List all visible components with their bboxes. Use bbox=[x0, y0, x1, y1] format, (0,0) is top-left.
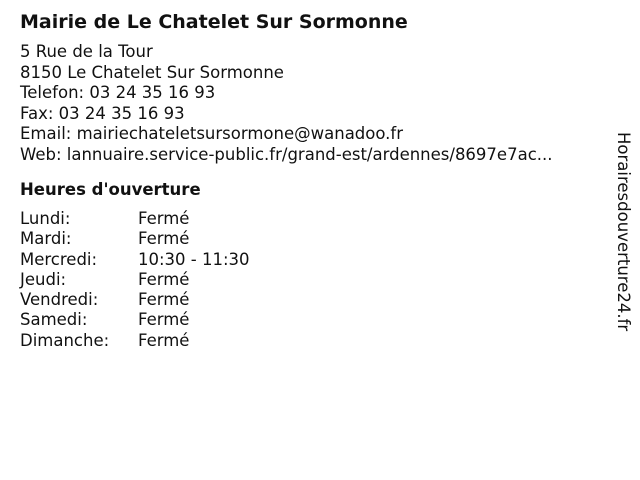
hours-time-value: Fermé bbox=[138, 310, 190, 330]
hours-day-label: Vendredi: bbox=[20, 290, 99, 310]
hours-day-label: Mercredi: bbox=[20, 249, 98, 269]
fax-number: Fax: 03 24 35 16 93 bbox=[20, 103, 185, 123]
hours-time-value: Fermé bbox=[138, 330, 190, 350]
hours-day-label: Lundi: bbox=[20, 209, 71, 228]
hours-time-value: Fermé bbox=[138, 290, 190, 310]
hours-row-thursday bbox=[20, 270, 600, 290]
email-address: Email: mairiechateletsursormone@wanadoo.fr bbox=[20, 124, 404, 143]
address-street: 5 Rue de la Tour bbox=[20, 42, 153, 61]
hours-time-value: Fermé bbox=[138, 269, 190, 289]
address-city: 8150 Le Chatelet Sur Sormonne bbox=[20, 62, 284, 82]
phone-number: Telefon: 03 24 35 16 93 bbox=[20, 83, 216, 102]
hours-row-tuesday bbox=[20, 229, 600, 249]
hours-row-monday bbox=[20, 209, 600, 229]
hours-day-label: Dimanche: bbox=[20, 330, 110, 350]
hours-day-label: Jeudi: bbox=[20, 269, 67, 289]
hours-row-sunday bbox=[20, 331, 600, 351]
page-title: Mairie de Le Chatelet Sur Sormonne bbox=[20, 11, 408, 33]
site-watermark-text: Horairesdouverture24.fr bbox=[614, 132, 633, 332]
hours-time-value: Fermé bbox=[138, 229, 190, 249]
hours-row-friday bbox=[20, 290, 600, 310]
hours-day-label: Samedi: bbox=[20, 310, 88, 330]
site-watermark bbox=[608, 132, 638, 347]
hours-time-value: Fermé bbox=[138, 209, 190, 228]
hours-time-value: 10:30 - 11:30 bbox=[138, 249, 250, 269]
hours-row-wednesday bbox=[20, 250, 600, 270]
hours-day-label: Mardi: bbox=[20, 229, 72, 249]
hours-row-saturday bbox=[20, 310, 600, 330]
opening-hours-heading: Heures d'ouverture bbox=[20, 180, 201, 199]
website-link: Web: lannuaire.service-public.fr/grand-est/ardennes/8697e7ac... bbox=[20, 144, 553, 164]
business-listing-card bbox=[20, 8, 600, 351]
opening-hours-list bbox=[20, 209, 600, 351]
